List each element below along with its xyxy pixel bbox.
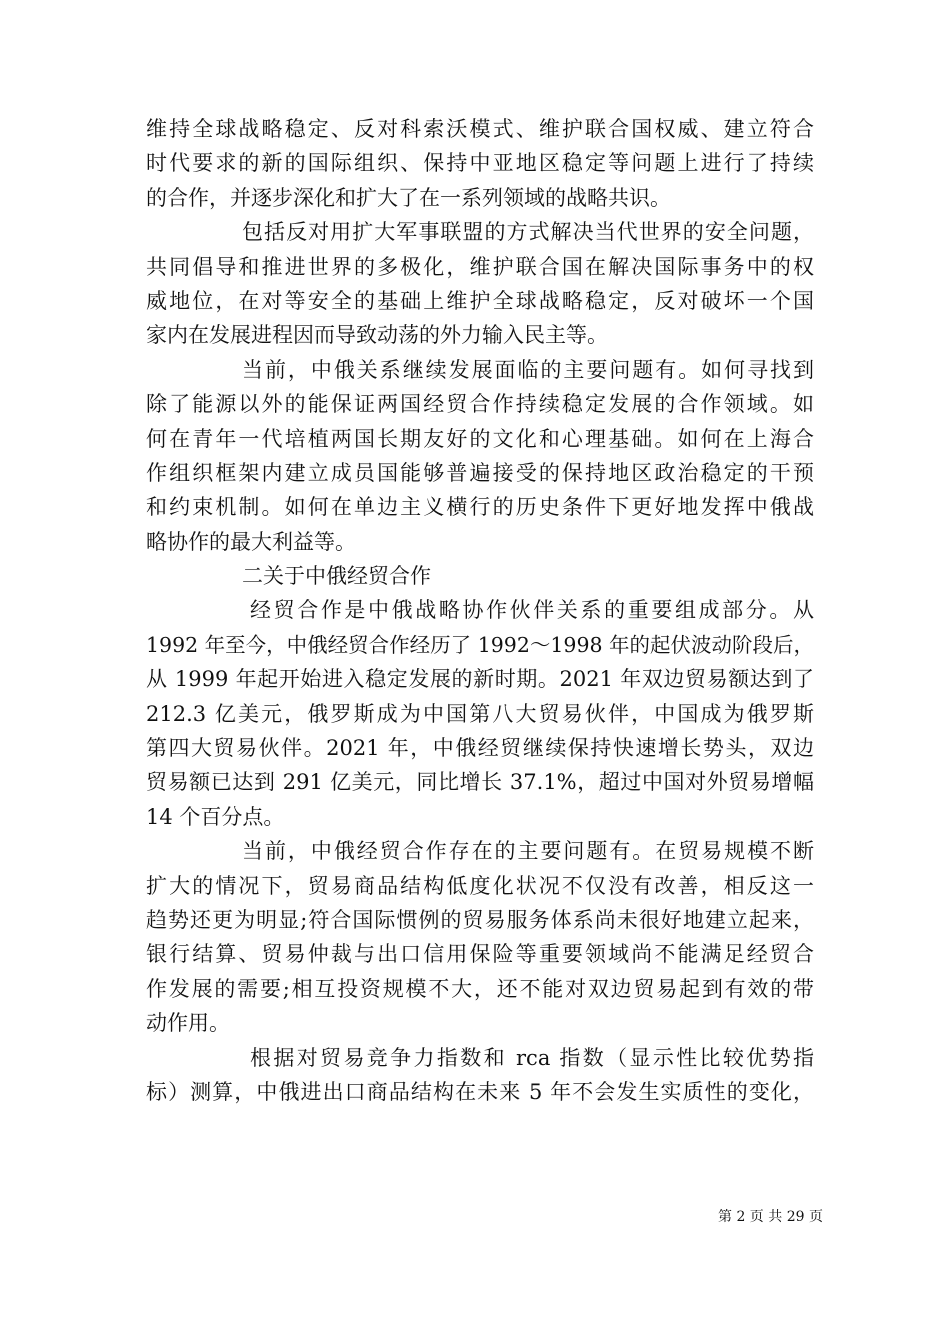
- section-heading: 二关于中俄经贸合作: [242, 564, 431, 589]
- text-line: 动作用。: [146, 1011, 230, 1036]
- text-line: 212.3 亿美元，俄罗斯成为中国第八大贸易伙伴，中国成为俄罗斯: [146, 701, 814, 726]
- text-line: 何在青年一代培植两国长期友好的文化和心理基础。如何在上海合: [146, 426, 814, 451]
- text-line: 作组织框架内建立成员国能够普遍接受的保持地区政治稳定的干预: [146, 460, 814, 485]
- text-line: 除了能源以外的能保证两国经贸合作持续稳定发展的合作领域。如: [146, 392, 814, 417]
- text-line: 当前，中俄关系继续发展面临的主要问题有。如何寻找到: [242, 357, 814, 382]
- text-line: 包括反对用扩大军事联盟的方式解决当代世界的安全问题，: [242, 220, 814, 245]
- text-line: 从 1999 年起开始进入稳定发展的新时期。2021 年双边贸易额达到了: [146, 667, 814, 692]
- text-line: 经贸合作是中俄战略协作伙伴关系的重要组成部分。从: [250, 598, 814, 623]
- text-line: 标）测算，中俄进出口商品结构在未来 5 年不会发生实质性的变化，: [146, 1079, 814, 1104]
- text-line: 维持全球战略稳定、反对科索沃模式、维护联合国权威、建立符合: [146, 117, 814, 141]
- text-line: 当前，中俄经贸合作存在的主要问题有。在贸易规模不断: [242, 839, 814, 864]
- text-line: 的合作，并逐步深化和扩大了在一系列领域的战略共识。: [146, 185, 671, 210]
- text-line: 扩大的情况下，贸易商品结构低度化状况不仅没有改善，相反这一: [146, 873, 814, 898]
- text-line: 银行结算、贸易仲裁与出口信用保险等重要领域尚不能满足经贸合: [146, 942, 814, 967]
- text-line: 根据对贸易竞争力指数和 rca 指数（显示性比较优势指: [250, 1045, 814, 1070]
- text-line: 和约束机制。如何在单边主义横行的历史条件下更好地发挥中俄战: [146, 495, 814, 520]
- text-line: 1992 年至今，中俄经贸合作经历了 1992～1998 年的起伏波动阶段后，: [146, 632, 815, 657]
- text-line: 家内在发展进程因而导致动荡的外力输入民主等。: [146, 323, 608, 348]
- text-line: 威地位，在对等安全的基础上维护全球战略稳定，反对破坏一个国: [146, 288, 814, 313]
- page-number: 第 2 页 共 29 页: [718, 1209, 823, 1225]
- text-line: 第四大贸易伙伴。2021 年，中俄经贸继续保持快速增长势头，双边: [146, 736, 814, 761]
- text-line: 作发展的需要;相互投资规模不大，还不能对双边贸易起到有效的带: [146, 976, 814, 1001]
- text-line: 趋势还更为明显;符合国际惯例的贸易服务体系尚未很好地建立起来，: [146, 907, 814, 932]
- text-line: 14 个百分点。: [146, 804, 285, 829]
- document-body: [146, 112, 814, 1109]
- text-line: 略协作的最大利益等。: [146, 529, 356, 554]
- text-line: 时代要求的新的国际组织、保持中亚地区稳定等问题上进行了持续: [146, 151, 814, 176]
- text-line: 共同倡导和推进世界的多极化，维护联合国在解决国际事务中的权: [146, 254, 814, 279]
- text-line: 贸易额已达到 291 亿美元，同比增长 37.1%，超过中国对外贸易增幅: [146, 770, 814, 795]
